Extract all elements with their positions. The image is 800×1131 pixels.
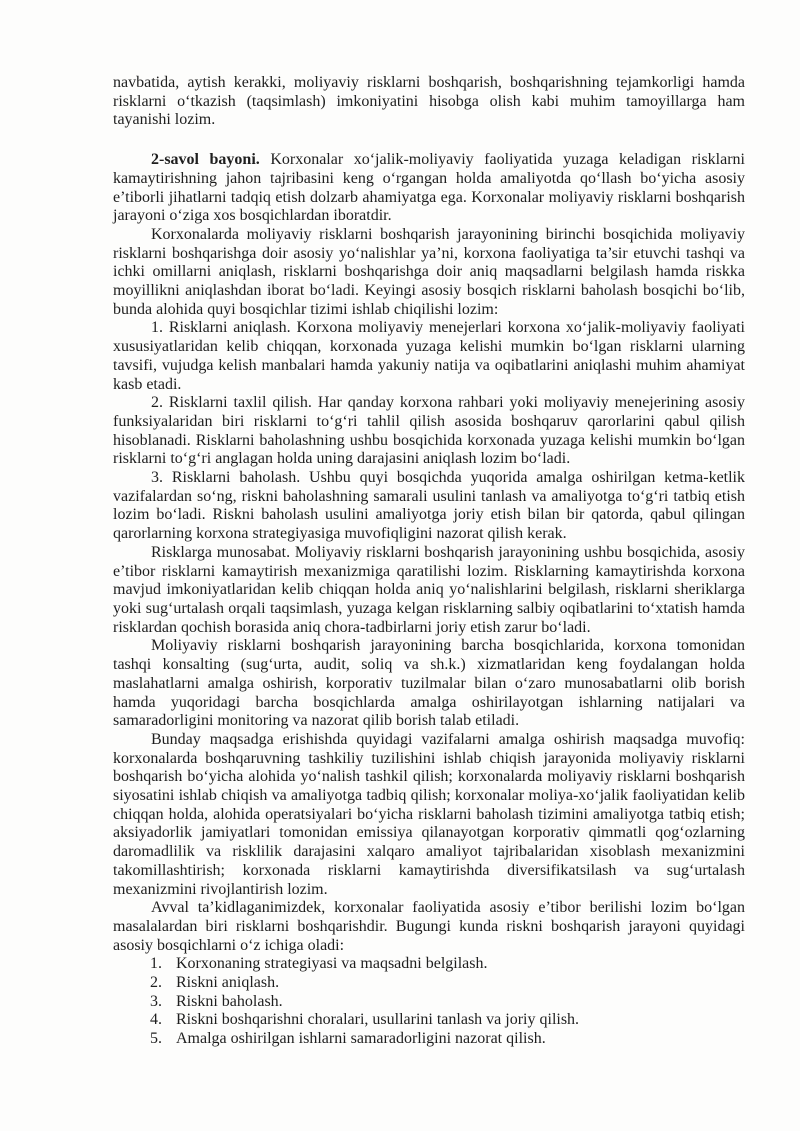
list-item-number: 4. (150, 1011, 162, 1029)
list-item-text: Riskni aniqlash. (176, 974, 280, 992)
paragraph-consulting (113, 637, 745, 731)
risk-management-steps-list (113, 955, 745, 1049)
paragraph-risk-attitude (113, 544, 745, 638)
paragraph-text: 1. Risklarni aniqlash. Korxona moliyaviy menejerlari korxona xo‘jalik-moliyaviy faoliyati xususiyatlaridan kelib chiqqan, korxonada yuzaga kelishi mumkin bo‘lgan risklarni ularning tavsifi, vujudga kelish manbalari hamda yakuniy natija va oqibatlarini aniqlashi muhim ahamiyat kasb etadi. (113, 319, 745, 393)
paragraph-tasks (113, 731, 745, 899)
paragraph-text: navbatida, aytish kerakki, moliyaviy risklarni boshqarish, boshqarishning tejamkorligi hamda risklarni o‘tkazish (taqsimlash) imkoniyatini hisobga olish kabi muhim tamoyillarga ham tayanishi lozim. (113, 74, 745, 129)
paragraph-text: 2. Risklarni taxlil qilish. Har qanday korxona rahbari yoki moliyaviy menejerining asosiy funksiyalaridan biri risklarni to‘g‘ri tahlil qilish asosida boshqaruv qarorlarini qabul qilish hisoblanadi. Risklarni baholashning ushbu bosqichida korxonada yuzaga kelishi mumkin bo‘lgan risklarni to‘g‘ri anglagan holda uning darajasini aniqlash lozim bo‘ladi. (113, 394, 745, 468)
paragraph-text: Korxonalar xo‘jalik-moliyaviy faoliyatida yuzaga keladigan risklarni kamaytirishning jahon tajribasini keng o‘rgangan holda amaliyotda qo‘llash bo‘yicha asosiy e’tiborli jihatlarni tadqiq etish dolzarb ahamiyatga ega. Korxonalar moliyaviy risklarni boshqarish jarayoni o‘ziga xos bosqichlardan iboratdir. (113, 151, 746, 225)
list-item (113, 974, 745, 993)
paragraph-text: Risklarga munosabat. Moliyaviy risklarni boshqarish jarayonining ushbu bosqichida, asosiy e’tibor risklarni kamaytirish mexanizmiga qaratilishi lozim. Risklarning kamaytirishda korxona mavjud imkoniyatlaridan kelib chiqqan holda aniq yo‘nalishlarini belgilash, risklarni sheriklarga yoki sug‘urtalash orqali taqsimlash, yuzaga kelgan risklarning salbiy oqibatlarini to‘xtatish hamda risklardan qochish borasida aniq chora-tadbirlarni joriy etish zarur bo‘ladi. (113, 543, 745, 636)
paragraph-text: Avval ta’kidlaganimizdek, korxonalar faoliyatida asosiy e’tibor berilishi lozim bo‘lgan masalalardan biri risklarni boshqarishdir. Bugungi kunda riskni boshqarish jarayoni quyidagi asosiy bosqichlarni o‘z ichiga oladi: (113, 899, 745, 954)
list-item-number: 1. (150, 955, 162, 973)
list-item (113, 955, 745, 974)
list-item (113, 993, 745, 1012)
paragraph-text: Korxonalarda moliyaviy risklarni boshqarish jarayonining birinchi bosqichida moliyaviy risklarni boshqarishga doir asosiy yo‘nalishlar ya’ni, korxona faoliyatiga ta’sir etuvchi tashqi va ichki omillarni aniqlash, risklarni boshqarishga doir aniq maqsadlarni belgilash hamda riskka moyillikni aniqlashdan iborat bo‘ladi. Keyingi asosiy bosqich risklarni baholash bosqichi bo‘lib, bunda alohida quyi bosqichlar tizimi ishlab chiqilishi lozim: (113, 225, 745, 318)
list-item-number: 2. (150, 974, 162, 992)
list-item-text: Korxonaning strategiyasi va maqsadni belgilash. (176, 955, 488, 973)
paragraph-text: Bunday maqsadga erishishda quyidagi vazifalarni amalga oshirish maqsadga muvofiq: korxonalarda boshqaruvning tashkiliy tuzilishini ishlab chiqish jarayonida moliyaviy risklarni boshqarish bo‘yicha alohida yo‘nalish tashkil qilish; korxonalarda moliyaviy risklarni boshqarish siyosatini ishlab chiqish va amaliyotga tadbiq qilish; korxonalar moliya-xo‘jalik faoliyatidan kelib chiqqan holda, alohida operatsiyalari bo‘yicha risklarni baholash tizimini amaliyotga tatbiq etish; aksiyadorlik jamiyatlari tomonidan emissiya qilanayotgan korporativ qimmatli qog‘ozlarning daromadlilik va risklilik darajasini xalqaro amaliyot tajribalaridan xisoblash mexanizmini takomillashtirish; korxonada risklarni kamaytirishda diversifikatsilash va sug‘urtalash mexanizmini rivojlantirish lozim. (113, 730, 745, 898)
paragraph-risk-identification (113, 319, 745, 394)
bold-lead-2-savol-bayoni: 2-savol bayoni. (151, 151, 260, 169)
paragraph-continuation (113, 74, 745, 130)
list-item-number: 5. (150, 1030, 162, 1048)
paragraph-risk-assessment (113, 469, 745, 544)
list-item (113, 1011, 745, 1030)
paragraph-risk-analysis (113, 394, 745, 469)
paragraph-first-stage (113, 226, 745, 320)
list-item-number: 3. (150, 992, 162, 1010)
paragraph-text: 3. Risklarni baholash. Ushbu quyi bosqichda yuqorida amalga oshirilgan ketma-ketlik vazifalardan so‘ng, riskni baholashning samarali usulini tanlash va amaliyotga to‘g‘ri tatbiq etish lozim bo‘ladi. Riskni baholash usulini amaliyotga joriy etish bilan bir qatorda, qabul qilingan qarorlarning korxona strategiyasiga muvofiqligini nazorat qilish kerak. (113, 469, 745, 543)
paragraph-text: Moliyaviy risklarni boshqarish jarayonining barcha bosqichlarida, korxona tomonidan tashqi konsalting (sug‘urta, audit, soliq va sh.k.) xizmatlaridan keng foydalangan holda maslahatlarni amalga oshirish, korporativ tuzilmalar bilan o‘zaro munosabatlarni olib borish hamda yuqoridagi barcha bosqichlarda amalga oshirilayotgan ishlarning natijalari va samaradorligini monitoring va nazorat qilib borish talab etiladi. (113, 637, 745, 730)
list-item-text: Riskni baholash. (176, 992, 283, 1010)
list-item-text: Amalga oshirilgan ishlarni samaradorligini nazorat qilish. (176, 1030, 546, 1048)
list-item-text: Riskni boshqarishni choralari, usullarini tanlash va joriy qilish. (176, 1011, 580, 1029)
list-item (113, 1030, 745, 1049)
paragraph-question-2 (113, 151, 745, 226)
paragraph-summary (113, 899, 745, 955)
text-content (113, 74, 745, 1049)
